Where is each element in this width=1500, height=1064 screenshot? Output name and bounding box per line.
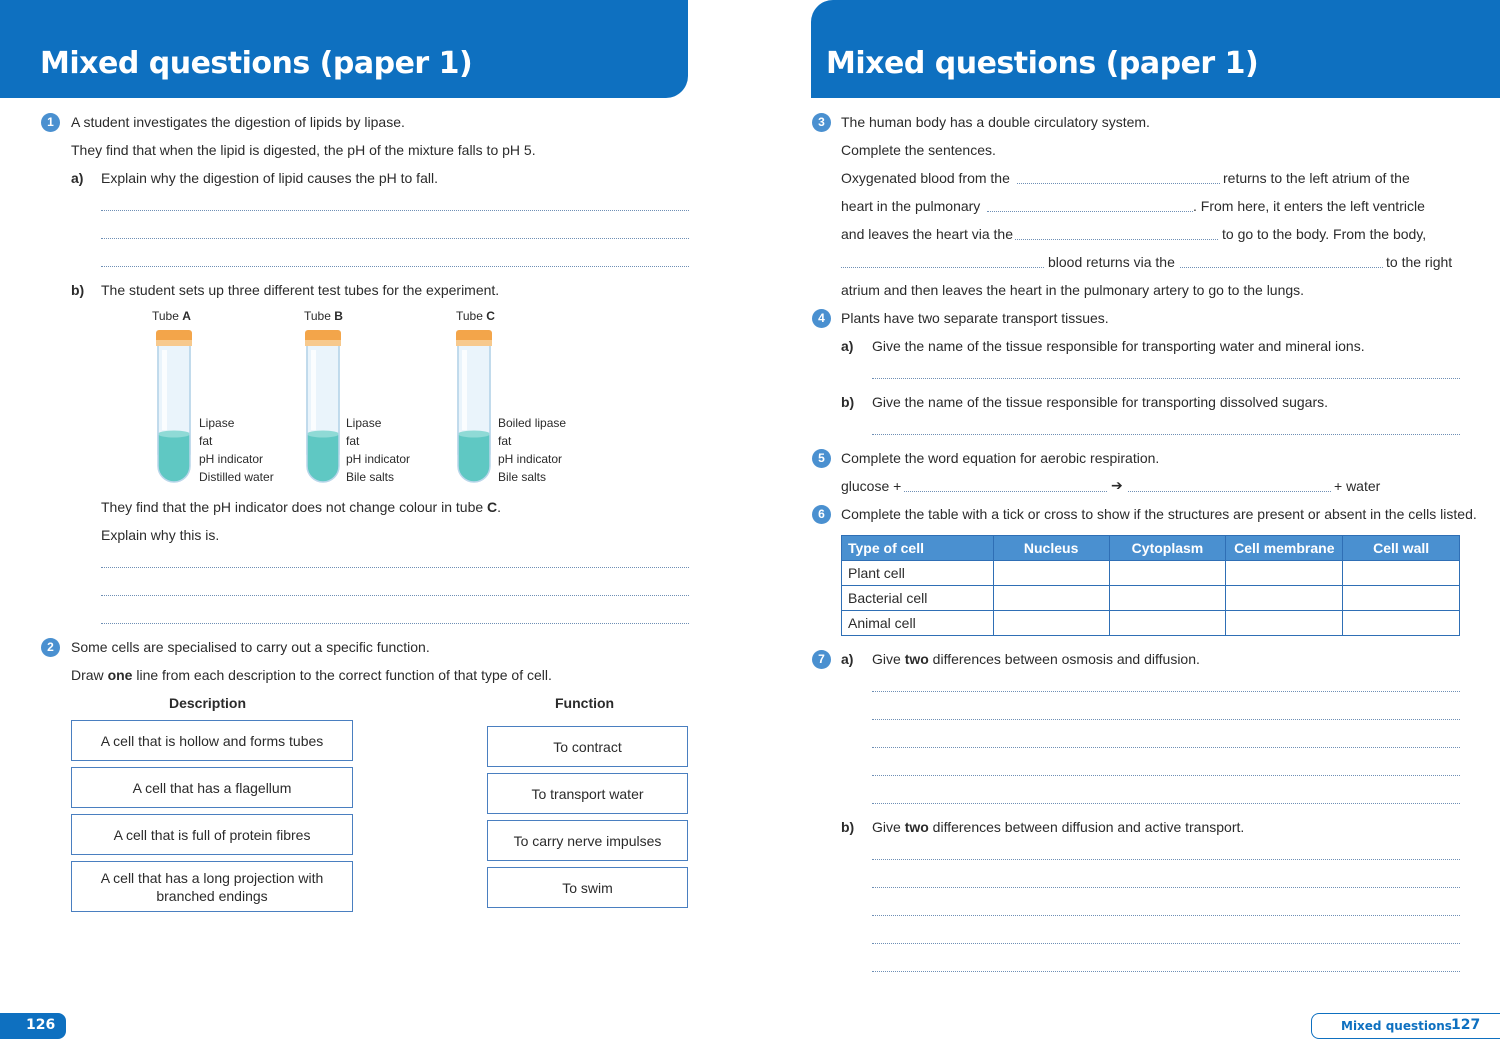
- q5-glucose: glucose +: [841, 478, 902, 494]
- q7a-text: Give two differences between osmosis and diffusion.: [872, 651, 1200, 667]
- test-tube-b-icon: [303, 326, 343, 486]
- answer-cell[interactable]: [993, 561, 1109, 586]
- q2-line2: Draw one line from each description to the correct function of that type of cell.: [71, 667, 552, 683]
- left-page-number: 126: [26, 1017, 56, 1033]
- tube-b-contents-1: Lipase: [346, 416, 382, 430]
- description-header: Description: [169, 695, 247, 711]
- blank-line[interactable]: [987, 211, 1193, 212]
- blank-line[interactable]: [1017, 183, 1220, 184]
- function-box[interactable]: To swim: [487, 867, 688, 908]
- q1a-label: a): [71, 170, 84, 186]
- arrow-icon: ➔: [1111, 478, 1123, 494]
- q7b-label: b): [841, 819, 855, 835]
- q1-line1: A student investigates the digestion of lipids by lipase.: [71, 114, 405, 130]
- answer-cell[interactable]: [1343, 586, 1460, 611]
- question-number-7: 7: [812, 650, 831, 669]
- answer-line[interactable]: [872, 691, 1460, 692]
- answer-line[interactable]: [872, 915, 1460, 916]
- answer-line[interactable]: [872, 971, 1460, 972]
- tube-c-label: Tube C: [456, 309, 495, 323]
- table-row: [842, 561, 1460, 586]
- q3-sentence-5: atrium and then leaves the heart in the pulmonary artery to go to the lungs.: [841, 282, 1305, 298]
- question-number-1: 1: [41, 113, 60, 132]
- test-tube-c-icon: [454, 326, 494, 486]
- answer-line[interactable]: [872, 719, 1460, 720]
- q3-sentence-4b: to the right: [1386, 254, 1453, 270]
- q1b-text: The student sets up three different test tubes for the experiment.: [101, 282, 500, 298]
- description-box[interactable]: A cell that is full of protein fibres: [71, 814, 353, 855]
- tube-b-contents-3: pH indicator: [346, 452, 411, 466]
- q4-line1: Plants have two separate transport tissues.: [841, 310, 1109, 326]
- description-box[interactable]: A cell that is hollow and forms tubes: [71, 720, 353, 761]
- tube-c-contents-3: pH indicator: [498, 452, 563, 466]
- q3-sentence-2b: . From here, it enters the left ventricle: [1193, 198, 1425, 214]
- answer-cell[interactable]: [1109, 586, 1226, 611]
- tube-a-contents-3: pH indicator: [199, 452, 264, 466]
- q7a-label: a): [841, 651, 854, 667]
- function-box[interactable]: To transport water: [487, 773, 688, 814]
- table-header-cell: Cytoplasm: [1109, 536, 1226, 561]
- answer-line[interactable]: [872, 775, 1460, 776]
- answer-cell[interactable]: [1109, 611, 1226, 636]
- q1b-label: b): [71, 282, 85, 298]
- answer-line[interactable]: [101, 623, 689, 624]
- answer-cell[interactable]: [1343, 611, 1460, 636]
- table-header-cell: Cell wall: [1343, 536, 1460, 561]
- answer-line[interactable]: [872, 887, 1460, 888]
- q7b-text: Give two differences between diffusion and active transport.: [872, 819, 1245, 835]
- blank-line[interactable]: [1015, 239, 1218, 240]
- row-label: Bacterial cell: [842, 586, 994, 611]
- q3-sentence-1a: Oxygenated blood from the: [841, 170, 1010, 186]
- tube-c-contents-4: Bile salts: [498, 470, 547, 484]
- q4b-label: b): [841, 394, 855, 410]
- blank-line[interactable]: [1180, 267, 1383, 268]
- q1a-text: Explain why the digestion of lipid causes the pH to fall.: [101, 170, 438, 186]
- description-box[interactable]: A cell that has a long projection with branched endings: [71, 861, 353, 912]
- table-header-row: [842, 536, 1460, 561]
- answer-line[interactable]: [872, 378, 1460, 379]
- question-number-3: 3: [812, 113, 831, 132]
- q1-explain: Explain why this is.: [101, 527, 220, 543]
- q3-sentence-3a: and leaves the heart via the: [841, 226, 1014, 242]
- question-number-4: 4: [812, 309, 831, 328]
- q5-line1: Complete the word equation for aerobic respiration.: [841, 450, 1160, 466]
- answer-line[interactable]: [872, 803, 1460, 804]
- table-row: [842, 586, 1460, 611]
- answer-line[interactable]: [872, 434, 1460, 435]
- table-header-cell: Type of cell: [842, 536, 994, 561]
- answer-line[interactable]: [101, 567, 689, 568]
- tube-c-contents-2: fat: [498, 434, 512, 448]
- answer-line[interactable]: [872, 943, 1460, 944]
- q3-line1: The human body has a double circulatory system.: [841, 114, 1150, 130]
- q3-sentence-4a: blood returns via the: [1048, 254, 1175, 270]
- right-page-title: Mixed questions (paper 1): [826, 46, 1259, 81]
- row-label: Animal cell: [842, 611, 994, 636]
- answer-line[interactable]: [872, 859, 1460, 860]
- q6-line1: Complete the table with a tick or cross to show if the structures are present or absent in the cells listed.: [841, 506, 1477, 522]
- answer-line[interactable]: [872, 747, 1460, 748]
- answer-cell[interactable]: [1226, 586, 1343, 611]
- right-page-number: 127: [1451, 1017, 1481, 1033]
- test-tube-a-icon: [154, 326, 194, 486]
- q3-sentence-2a: heart in the pulmonary: [841, 198, 981, 214]
- answer-cell[interactable]: [993, 611, 1109, 636]
- table-header-cell: Cell membrane: [1226, 536, 1343, 561]
- answer-line[interactable]: [101, 238, 689, 239]
- left-page-title: Mixed questions (paper 1): [40, 46, 473, 81]
- cell-structures-table: [841, 535, 1460, 636]
- q1-finding: They find that the pH indicator does not change colour in tube C.: [101, 499, 502, 515]
- tube-a-contents-2: fat: [199, 434, 213, 448]
- tube-b-label: Tube B: [304, 309, 343, 323]
- q5-water: + water: [1334, 478, 1381, 494]
- q4b-text: Give the name of the tissue responsible for transporting dissolved sugars.: [872, 394, 1329, 410]
- q3-sentence-1b: returns to the left atrium of the: [1223, 170, 1410, 186]
- tube-a-contents-1: Lipase: [199, 416, 235, 430]
- right-footer-label: Mixed questions: [1341, 1019, 1452, 1033]
- blank-line[interactable]: [1128, 491, 1331, 492]
- tube-c-contents-1: Boiled lipase: [498, 416, 567, 430]
- answer-cell[interactable]: [1109, 561, 1226, 586]
- answer-cell[interactable]: [1226, 611, 1343, 636]
- tube-b-contents-2: fat: [346, 434, 360, 448]
- blank-line[interactable]: [904, 491, 1107, 492]
- answer-cell[interactable]: [1226, 561, 1343, 586]
- q3-sentence-3b: to go to the body. From the body,: [1222, 226, 1427, 242]
- function-box[interactable]: To contract: [487, 726, 688, 767]
- q4a-label: a): [841, 338, 854, 354]
- tube-a-contents-4: Distilled water: [199, 470, 274, 484]
- question-number-5: 5: [812, 449, 831, 468]
- function-box[interactable]: To carry nerve impulses: [487, 820, 688, 861]
- answer-cell[interactable]: [1343, 561, 1460, 586]
- function-header: Function: [555, 695, 615, 711]
- q2-line1: Some cells are specialised to carry out a specific function.: [71, 639, 430, 655]
- answer-line[interactable]: [101, 595, 689, 596]
- q3-line2: Complete the sentences.: [841, 142, 996, 158]
- table-header-cell: Nucleus: [993, 536, 1109, 561]
- answer-line[interactable]: [101, 210, 689, 211]
- q4a-text: Give the name of the tissue responsible for transporting water and mineral ions.: [872, 338, 1365, 354]
- tube-a-label: Tube A: [152, 309, 191, 323]
- question-number-6: 6: [812, 505, 831, 524]
- blank-line[interactable]: [841, 267, 1044, 268]
- description-box[interactable]: A cell that has a flagellum: [71, 767, 353, 808]
- table-row: [842, 611, 1460, 636]
- question-number-2: 2: [41, 638, 60, 657]
- tube-b-contents-4: Bile salts: [346, 470, 395, 484]
- q1-line2: They find that when the lipid is digested, the pH of the mixture falls to pH 5.: [71, 142, 536, 158]
- answer-line[interactable]: [101, 266, 689, 267]
- answer-cell[interactable]: [993, 586, 1109, 611]
- row-label: Plant cell: [842, 561, 994, 586]
